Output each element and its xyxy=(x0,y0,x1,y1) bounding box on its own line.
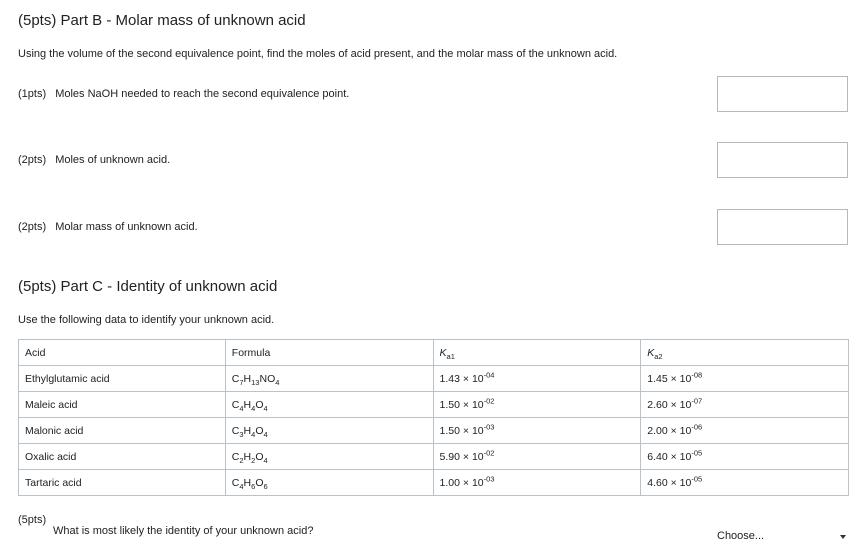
table-header-row xyxy=(19,340,849,366)
acid-ka2: $2.00 \times 10^{-06}$ xyxy=(641,418,849,444)
question-points: (2pts) xyxy=(18,221,47,233)
moles-naoh-input[interactable] xyxy=(717,76,848,112)
acid-ka1: $5.90 \times 10^{-02}$ xyxy=(433,444,641,470)
acid-identity-select[interactable] xyxy=(710,526,850,546)
question-text: Moles of unknown acid. xyxy=(55,154,171,166)
acid-ka2: $6.40 \times 10^{-05}$ xyxy=(641,444,849,470)
table-row xyxy=(19,470,849,496)
part-c-intro: Use the following data to identify your unknown acid. xyxy=(18,314,275,326)
acid-name: Maleic acid xyxy=(19,392,226,418)
part-b-intro: Using the volume of the second equivalence point, find the moles of acid present, and the molar mass of the unknown acid. xyxy=(18,48,618,60)
part-c-title: (5pts) Part C - Identity of unknown acid xyxy=(18,278,278,295)
acid-ka1: $1.43 \times 10^{-04}$ xyxy=(433,366,641,392)
acid-name: Malonic acid xyxy=(19,418,226,444)
question-text: Moles NaOH needed to reach the second equivalence point. xyxy=(55,88,350,100)
table-row xyxy=(19,366,849,392)
acid-name: Oxalic acid xyxy=(19,444,226,470)
acid-ka1: $1.50 \times 10^{-02}$ xyxy=(433,392,641,418)
acid-formula: $C_3H_4O_4$ xyxy=(225,418,433,444)
select-value: Choose... xyxy=(717,530,765,542)
question-points: (2pts) xyxy=(18,154,47,166)
final-question-points: (5pts) xyxy=(18,514,47,526)
acid-ka2: $2.60 \times 10^{-07}$ xyxy=(641,392,849,418)
acid-data-table xyxy=(18,339,849,496)
header-acid: Acid xyxy=(19,340,226,366)
header-formula: Formula xyxy=(225,340,433,366)
acid-formula: $C_4H_6O_6$ xyxy=(225,470,433,496)
final-question-text: What is most likely the identity of your unknown acid? xyxy=(53,525,314,537)
question-moles-naoh xyxy=(18,88,349,100)
header-ka2: $K_{a2}$ xyxy=(641,340,849,366)
acid-ka2: $1.45 \times 10^{-08}$ xyxy=(641,366,849,392)
table-row xyxy=(19,392,849,418)
acid-ka1: $1.50 \times 10^{-03}$ xyxy=(433,418,641,444)
question-text: Molar mass of unknown acid. xyxy=(55,221,198,233)
acid-name: Ethylglutamic acid xyxy=(19,366,226,392)
question-molar-mass xyxy=(18,221,198,233)
part-b-title: (5pts) Part B - Molar mass of unknown acid xyxy=(18,12,306,29)
question-moles-acid xyxy=(18,154,170,166)
moles-acid-input[interactable] xyxy=(717,142,848,178)
acid-formula: $C_4H_4O_4$ xyxy=(225,392,433,418)
acid-formula: $C_2H_2O_4$ xyxy=(225,444,433,470)
header-ka1: $K_{a1}$ xyxy=(433,340,641,366)
table-row xyxy=(19,418,849,444)
table-row xyxy=(19,444,849,470)
molar-mass-input[interactable] xyxy=(717,209,848,245)
acid-formula: $C_7H_{13}NO_4$ xyxy=(225,366,433,392)
chevron-down-icon xyxy=(840,535,846,539)
acid-ka2: $4.60 \times 10^{-05}$ xyxy=(641,470,849,496)
acid-ka1: $1.00 \times 10^{-03}$ xyxy=(433,470,641,496)
question-points: (1pts) xyxy=(18,88,47,100)
acid-name: Tartaric acid xyxy=(19,470,226,496)
